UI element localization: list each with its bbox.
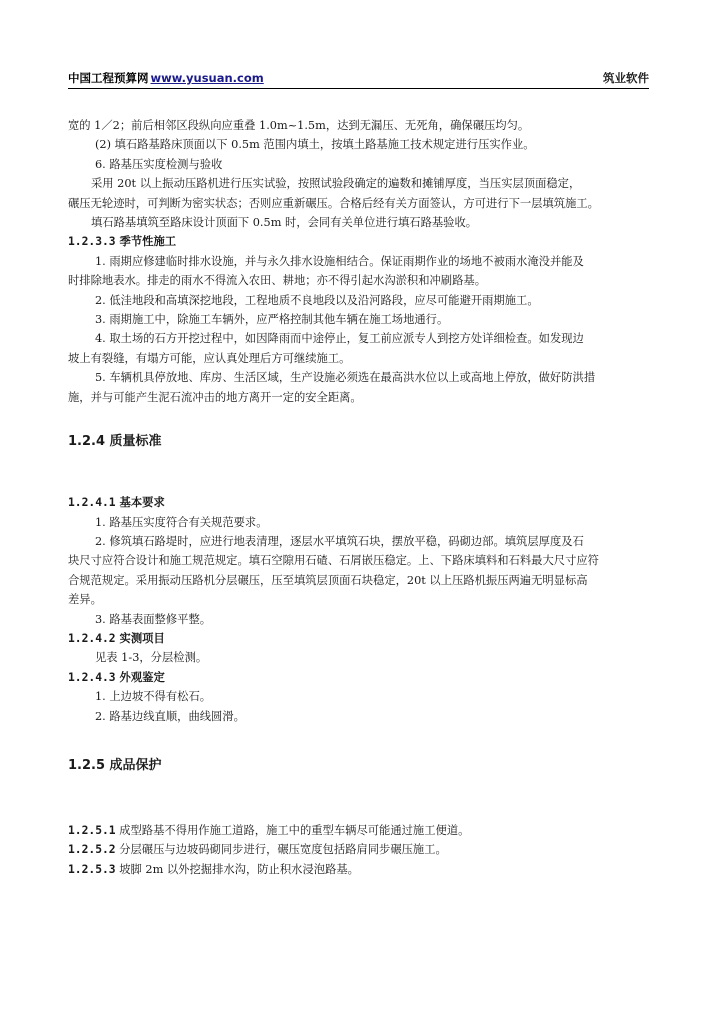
heading-number: 1.2.4.2 bbox=[68, 631, 116, 645]
subsection-heading-1243 bbox=[68, 668, 652, 687]
quality-item-1253 bbox=[68, 860, 652, 879]
header-left bbox=[68, 70, 264, 86]
heading-title: 季节性施工 bbox=[119, 235, 177, 249]
paragraph-line: 时排除地表水。排走的雨水不得流入农田、耕地；亦不得引起水沟淤积和冲刷路基。 bbox=[68, 274, 486, 288]
section-heading-124: 1.2.4 质量标准 bbox=[68, 434, 162, 450]
paragraph-line: 2. 低洼地段和高填深挖地段，工程地质不良地段以及沿河路段，应尽可能避开雨期施工。 bbox=[95, 293, 539, 307]
heading-number: 1.2.4.1 bbox=[68, 496, 116, 510]
item-number: 1.2.5.2 bbox=[68, 843, 116, 857]
paragraph-line: 5. 车辆机具停放地、库房、生活区域，生产设施必须选在最高洪水位以上或高地上停放，做好防洪措 bbox=[95, 371, 596, 385]
paragraph-line: 宽的 1／2；前后相邻区段纵向应重叠 1.0m~1.5m，达到无漏压、无死角，确保碾压均匀。 bbox=[68, 119, 530, 132]
item-number: 1.2.5.3 bbox=[68, 862, 116, 876]
paragraph-line: 4. 取土场的石方开挖过程中，如因降雨而中途停止，复工前应派专人到挖方处详细检查。如发现边 bbox=[95, 332, 584, 346]
header-url-link[interactable]: www.yusuan.com bbox=[150, 71, 264, 85]
paragraph-line: (2) 填石路基路床顶面以下 0.5m 范围内填土，按填土路基施工技术规定进行压实作业。 bbox=[95, 138, 535, 152]
paragraph-line: 差异。 bbox=[68, 593, 102, 607]
heading-number: 1.2.4.3 bbox=[68, 670, 116, 684]
paragraph-line: 2. 路基边线直顺，曲线圆滑。 bbox=[95, 709, 245, 723]
subsection-heading-1233 bbox=[68, 232, 652, 251]
item-text: 成型路基不得用作施工道路，施工中的重型车辆尽可能通过施工便道。 bbox=[119, 823, 470, 837]
section-heading-125: 1.2.5 成品保护 bbox=[68, 757, 162, 773]
subsection-heading-1242 bbox=[68, 629, 652, 648]
subsection-heading-1241 bbox=[68, 493, 652, 512]
document-body bbox=[68, 116, 652, 879]
heading-title: 基本要求 bbox=[119, 496, 165, 510]
quality-item-1251 bbox=[68, 821, 652, 840]
paragraph-line: 1. 路基压实度符合有关规范要求。 bbox=[95, 515, 268, 529]
paragraph-line: 3. 雨期施工中，除施工车辆外，应严格控制其他车辆在施工场地通行。 bbox=[95, 313, 449, 327]
paragraph-line: 合规范规定。采用振动压路机分层碾压，压至填筑层顶面石块稳定，20t 以上压路机振压两遍无明显标高 bbox=[68, 573, 588, 587]
paragraph-line: 施，并与可能产生泥石流冲击的地方离开一定的安全距离。 bbox=[68, 390, 362, 404]
paragraph-line: 1. 雨期应修建临时排水设施，并与永久排水设施相结合。保证雨期作业的场地不被雨水淹没并能及 bbox=[95, 254, 584, 268]
item-text: 坡脚 2m 以外挖掘排水沟，防止积水浸泡路基。 bbox=[119, 862, 359, 876]
paragraph-line: 6. 路基压实度检测与验收 bbox=[95, 157, 223, 171]
heading-title: 实测项目 bbox=[119, 631, 165, 645]
paragraph-line: 碾压无轮迹时，可判断为密实状态；否则应重新碾压。合格后经有关方面签认，方可进行下一层填筑施工。 bbox=[68, 196, 599, 210]
heading-title: 外观鉴定 bbox=[119, 670, 165, 684]
paragraph-line: 采用 20t 以上振动压路机进行压实试验，按照试验段确定的遍数和摊铺厚度，当压实层顶面稳定， bbox=[91, 177, 581, 191]
quality-item-1252 bbox=[68, 840, 652, 859]
paragraph-line: 见表 1-3，分层检测。 bbox=[95, 651, 208, 665]
item-number: 1.2.5.1 bbox=[68, 823, 116, 837]
paragraph-line: 块尺寸应符合设计和施工规范规定。填石空隙用石碴、石屑嵌压稳定。上、下路床填料和石料最大尺寸应符 bbox=[68, 554, 599, 568]
heading-number: 1.2.3.3 bbox=[68, 235, 116, 249]
header-site-name: 中国工程预算网 bbox=[68, 71, 149, 85]
paragraph-line: 填石路基填筑至路床设计顶面下 0.5m 时，会同有关单位进行填石路基验收。 bbox=[91, 216, 478, 230]
paragraph-line: 3. 路基表面整修平整。 bbox=[95, 612, 212, 626]
paragraph-line: 1. 上边坡不得有松石。 bbox=[95, 690, 212, 704]
page-header bbox=[68, 72, 649, 89]
item-text: 分层碾压与边坡码砌同步进行，碾压宽度包括路肩同步碾压施工。 bbox=[119, 843, 447, 857]
paragraph-line: 2. 修筑填石路堤时，应进行地表清理，逐层水平填筑石块，摆放平稳，码砌边部。填筑层厚度及石 bbox=[95, 534, 584, 548]
header-brand: 筑业软件 bbox=[603, 71, 649, 85]
paragraph-line: 坡上有裂缝，有塌方可能，应认真处理后方可继续施工。 bbox=[68, 351, 351, 365]
